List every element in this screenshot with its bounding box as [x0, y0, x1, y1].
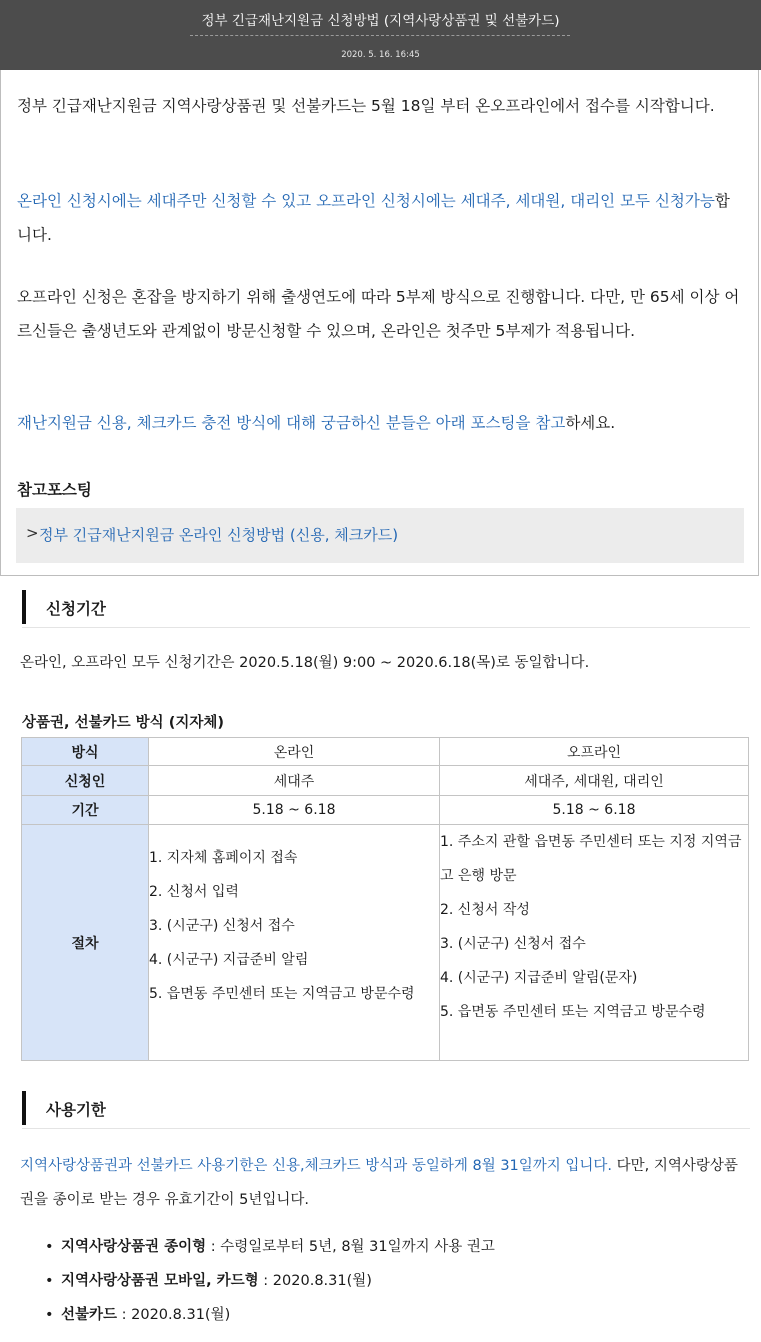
card-border-bottom [0, 575, 759, 576]
intro-highlight-1: 온라인 신청시에는 세대주만 신청할 수 있고 오프라인 신청시에는 세대주, 세대원, 대리인 모두 신청가능 [17, 192, 715, 210]
reference-title: 참고포스팅 [17, 481, 92, 499]
row-label-applicant: 신청인 [22, 766, 149, 796]
method-online: 온라인 [149, 738, 440, 766]
list-item-text: : 수령일로부터 5년, 8월 31일까지 사용 권고 [206, 1239, 495, 1255]
intro-highlight-2: 재난지원금 신용, 체크카드 충전 방식에 대해 궁금하신 분들은 아래 포스팅을 참고 [17, 414, 566, 432]
intro-paragraph-3: 오프라인 신청은 혼잡을 방지하기 위해 출생연도에 따라 5부제 방식으로 진행합니다. 다만, 만 65세 이상 어르신들은 출생년도와 관계없이 방문신청할 수 있으며, 온라인은 첫주만 5부제가 적용됩니다. [17, 288, 740, 340]
method-offline: 오프라인 [440, 738, 749, 766]
bullet-icon: • [45, 1273, 54, 1289]
period-text: 온라인, 오프라인 모두 신청기간은 2020.5.18(월) 9:00 ~ 2020.6.18(목)로 동일합니다. [20, 655, 590, 671]
reference-box [16, 508, 744, 563]
procedure-online-step: 4. (시군구) 지급준비 알림 [149, 952, 309, 968]
applicant-online: 세대주 [149, 766, 440, 796]
table-row [22, 738, 749, 766]
procedure-online-step: 3. (시군구) 신청서 접수 [149, 918, 295, 934]
reference-arrow: > [26, 524, 39, 542]
period-heading: 신청기간 [46, 600, 106, 618]
list-item-text: : 2020.8.31(월) [117, 1307, 231, 1323]
row-label-method: 방식 [22, 738, 149, 766]
usage-highlight: 지역사랑상품권과 선불카드 사용기한은 신용,체크카드 방식과 동일하게 8월 31일까지 입니다. [20, 1158, 613, 1174]
post-date: 2020. 5. 16. 16:45 [341, 50, 420, 60]
procedure-offline-step: 5. 읍면동 주민센터 또는 지역금고 방문수령 [440, 1004, 706, 1020]
table-row [22, 825, 749, 1061]
usage-tail: 다만, 지역사랑상품권을 종이로 받는 경우 유효기간이 5년입니다. [20, 1158, 738, 1208]
intro-paragraph-4 [17, 406, 743, 440]
section-heading-usage [22, 1088, 750, 1129]
header-divider [190, 35, 570, 36]
card-border-right [758, 70, 759, 576]
list-item [45, 1264, 495, 1298]
procedure-online-step: 5. 읍면동 주민센터 또는 지역금고 방문수령 [149, 986, 415, 1002]
row-label-procedure: 절차 [22, 825, 149, 1061]
intro-paragraph-1: 정부 긴급재난지원금 지역사랑상품권 및 선불카드는 5월 18일 부터 온오프라인에서 접수를 시작합니다. [17, 97, 715, 115]
method-table [21, 737, 749, 1061]
intro-tail-1: 합니다. [17, 192, 730, 244]
list-item-label: 지역사랑상품권 모바일, 카드형 [61, 1273, 259, 1289]
row-label-period: 기간 [22, 796, 149, 825]
period-offline: 5.18 ~ 6.18 [440, 796, 749, 825]
procedure-offline-step: 1. 주소지 관할 읍면동 주민센터 또는 지정 지역금고 은행 방문 [440, 834, 742, 884]
table-row [22, 766, 749, 796]
period-online: 5.18 ~ 6.18 [149, 796, 440, 825]
procedure-offline-step: 4. (시군구) 지급준비 알림(문자) [440, 970, 638, 986]
list-item [45, 1298, 495, 1332]
usage-list [45, 1230, 495, 1332]
heading-bar [22, 1091, 26, 1125]
post-header [0, 0, 761, 70]
table-row [22, 796, 749, 825]
procedure-online-step: 2. 신청서 입력 [149, 884, 239, 900]
table-title: 상품권, 선불카드 방식 (지자체) [22, 715, 224, 731]
intro-tail-2: 하세요. [565, 414, 616, 432]
procedure-online [149, 825, 440, 1061]
reference-link[interactable]: 정부 긴급재난지원금 온라인 신청방법 (신용, 체크카드) [39, 526, 399, 544]
bullet-icon: • [45, 1239, 54, 1255]
card-border-left [0, 70, 1, 576]
list-item-label: 지역사랑상품권 종이형 [61, 1239, 207, 1255]
procedure-offline [440, 825, 749, 1061]
usage-paragraph [20, 1149, 745, 1217]
intro-paragraph-2 [17, 184, 743, 252]
section-heading-period [22, 587, 750, 628]
procedure-online-step: 1. 지자체 홈페이지 접속 [149, 850, 298, 866]
post-title: 정부 긴급재난지원금 신청방법 (지역사랑상품권 및 선불카드) [201, 13, 560, 29]
list-item-text: : 2020.8.31(월) [258, 1273, 372, 1289]
bullet-icon: • [45, 1307, 54, 1323]
list-item-label: 선불카드 [61, 1307, 118, 1323]
applicant-offline: 세대주, 세대원, 대리인 [440, 766, 749, 796]
procedure-offline-step: 2. 신청서 작성 [440, 902, 530, 918]
usage-heading: 사용기한 [46, 1101, 106, 1119]
procedure-offline-step: 3. (시군구) 신청서 접수 [440, 936, 586, 952]
list-item [45, 1230, 495, 1264]
heading-bar [22, 590, 26, 624]
